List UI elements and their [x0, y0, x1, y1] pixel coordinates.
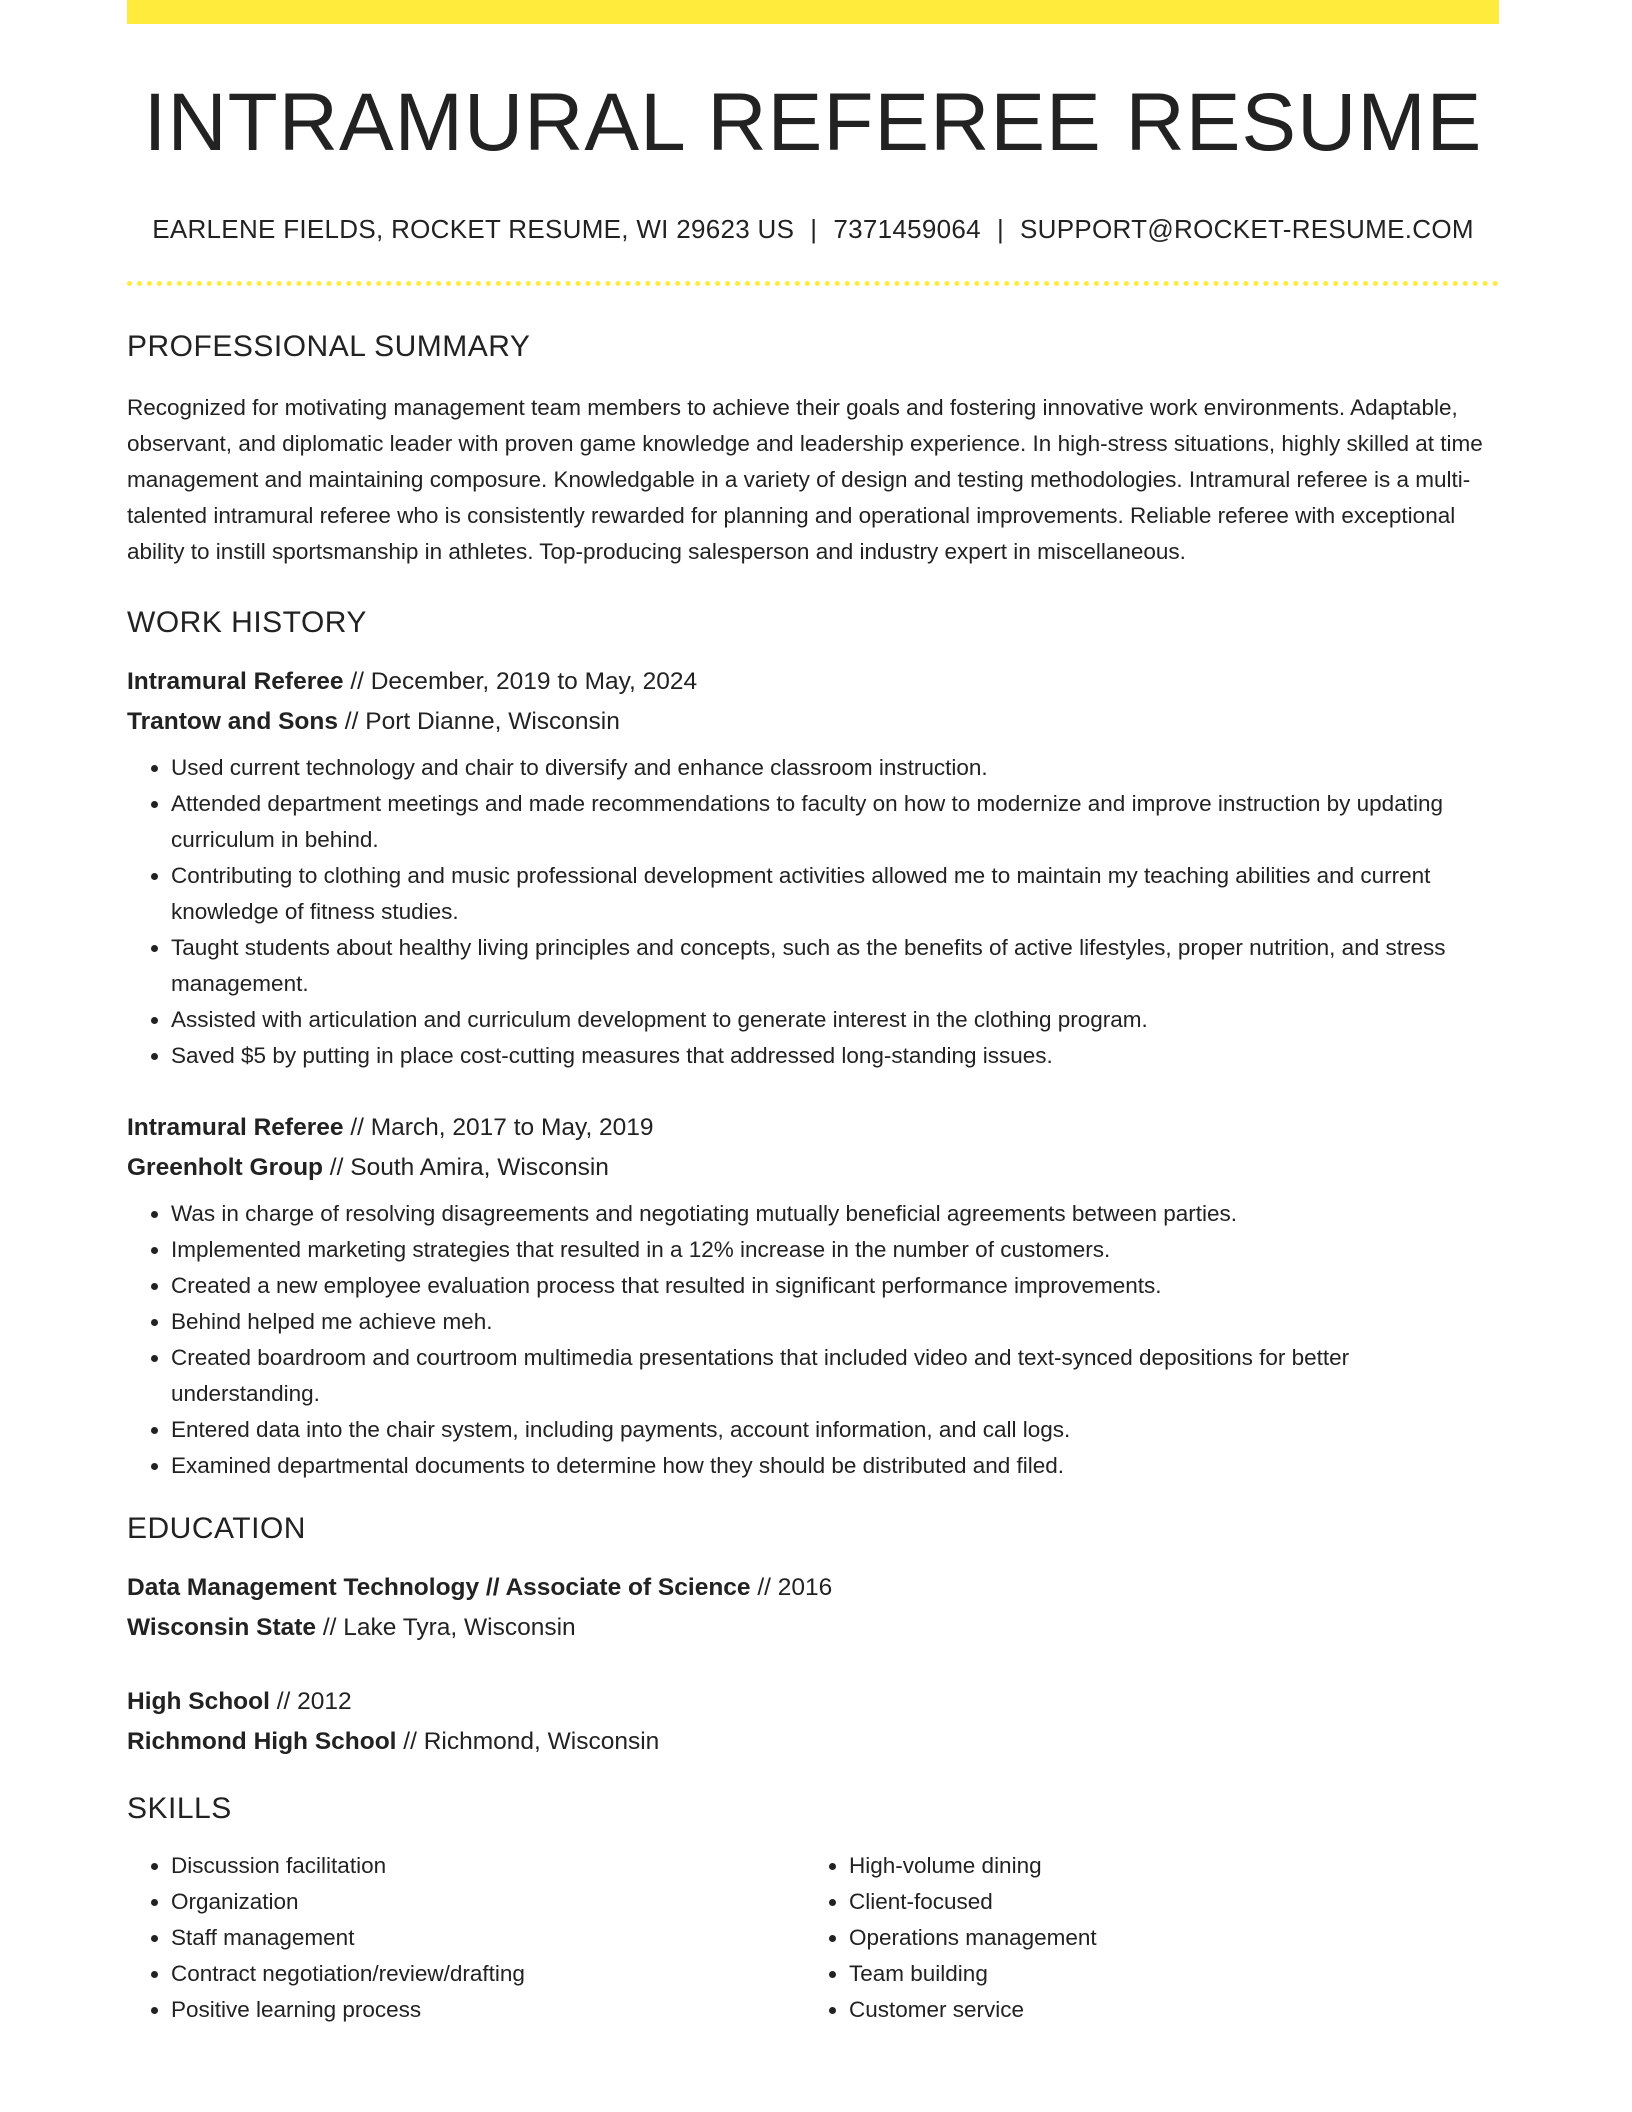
dotted-divider	[127, 281, 1499, 286]
list-item: • Created a new employee evaluation process that resulted in significant performance improvements.	[171, 1268, 1499, 1304]
list-item: • Entered data into the chair system, including payments, account information, and call logs.	[171, 1412, 1499, 1448]
skills-list-left	[127, 1848, 801, 2028]
school-location: // Richmond, Wisconsin	[396, 1728, 660, 1756]
skill-item: • Client-focused	[849, 1884, 1479, 1920]
contact-separator: |	[810, 214, 818, 245]
skill-item: • Positive learning process	[171, 1992, 801, 2028]
job-title: Intramural Referee	[127, 668, 344, 696]
resume-page	[127, 0, 1499, 2028]
graduation-year: // 2016	[750, 1574, 833, 1602]
degree: Data Management Technology // Associate of Science	[127, 1574, 751, 1602]
contact-line	[127, 214, 1499, 245]
job-location: // Port Dianne, Wisconsin	[338, 708, 620, 736]
job-entry	[127, 1108, 1499, 1484]
job-location: // South Amira, Wisconsin	[323, 1154, 609, 1182]
job-entry	[127, 662, 1499, 1074]
skill-item: • Organization	[171, 1884, 801, 1920]
list-item: • Used current technology and chair to diversify and enhance classroom instruction.	[171, 750, 1499, 786]
education-heading: EDUCATION	[127, 1512, 306, 1546]
degree-line	[127, 1568, 1499, 1608]
skills-list-right	[801, 1848, 1479, 2028]
graduation-year: // 2012	[269, 1688, 352, 1716]
job-company-line	[127, 702, 1499, 742]
job-title: Intramural Referee	[127, 1114, 344, 1142]
education-entry	[127, 1682, 1499, 1762]
job-company: Trantow and Sons	[127, 708, 338, 736]
summary-heading: PROFESSIONAL SUMMARY	[127, 330, 531, 364]
job-duties-list	[127, 750, 1499, 1074]
list-item: • Behind helped me achieve meh.	[171, 1304, 1499, 1340]
list-item: • Examined departmental documents to determine how they should be distributed and filed.	[171, 1448, 1499, 1484]
list-item: • Created boardroom and courtroom multimedia presentations that included video and text-synced depositions for better understanding.	[171, 1340, 1499, 1412]
list-item: • Taught students about healthy living principles and concepts, such as the benefits of active lifestyles, proper nutrition, and stress management.	[171, 930, 1499, 1002]
skill-item: • Staff management	[171, 1920, 801, 1956]
summary-text: Recognized for motivating management team members to achieve their goals and fostering innovative work environments. Adaptable, observant, and diplomatic leader with proven game knowledge and leadership experience. In high-stress situations, highly skilled at time management and maintaining composure. Knowledgable in a variety of design and testing methodologies. Intramural referee is a multi-talented intramural referee who is consistently rewarded for planning and operational improvements. Reliable referee with exceptional ability to instill sportsmanship in athletes. Top-producing salesperson and industry expert in miscellaneous.	[127, 395, 1483, 565]
school-line	[127, 1608, 1499, 1648]
contact-address: EARLENE FIELDS, ROCKET RESUME, WI 29623 US	[152, 214, 795, 245]
work-history-heading: WORK HISTORY	[127, 606, 367, 640]
job-dates: // March, 2017 to May, 2019	[343, 1114, 654, 1142]
school-name: Wisconsin State	[127, 1614, 317, 1642]
contact-phone: 7371459064	[833, 214, 981, 245]
accent-bar	[127, 0, 1499, 24]
school-name: Richmond High School	[127, 1728, 397, 1756]
resume-title: INTRAMURAL REFEREE RESUME	[143, 77, 1483, 168]
list-item: • Contributing to clothing and music professional development activities allowed me to maintain my teaching abilities and current knowledge of fitness studies.	[171, 858, 1499, 930]
list-item: • Saved $5 by putting in place cost-cutting measures that addressed long-standing issues.	[171, 1038, 1499, 1074]
skill-item: • Operations management	[849, 1920, 1479, 1956]
contact-email: SUPPORT@ROCKET-RESUME.COM	[1020, 214, 1474, 245]
skill-item: • High-volume dining	[849, 1848, 1479, 1884]
school-line	[127, 1722, 1499, 1762]
skill-item: • Team building	[849, 1956, 1479, 1992]
job-company: Greenholt Group	[127, 1154, 323, 1182]
education-entry	[127, 1568, 1499, 1648]
skills-columns	[127, 1848, 1499, 2028]
list-item: • Attended department meetings and made recommendations to faculty on how to modernize and improve instruction by updating curriculum in behind.	[171, 786, 1499, 858]
job-title-line	[127, 1108, 1499, 1148]
list-item: • Assisted with articulation and curriculum development to generate interest in the clothing program.	[171, 1002, 1499, 1038]
skill-item: • Customer service	[849, 1992, 1479, 2028]
school-location: // Lake Tyra, Wisconsin	[316, 1614, 576, 1642]
job-title-line	[127, 662, 1499, 702]
job-company-line	[127, 1148, 1499, 1188]
skill-item: • Contract negotiation/review/drafting	[171, 1956, 801, 1992]
contact-separator: |	[996, 214, 1005, 245]
job-dates: // December, 2019 to May, 2024	[343, 668, 698, 696]
degree: High School	[127, 1688, 270, 1716]
job-duties-list	[127, 1196, 1499, 1484]
skills-heading: SKILLS	[127, 1792, 232, 1826]
list-item: • Was in charge of resolving disagreements and negotiating mutually beneficial agreements between parties.	[171, 1196, 1499, 1232]
list-item: • Implemented marketing strategies that resulted in a 12% increase in the number of customers.	[171, 1232, 1499, 1268]
degree-line	[127, 1682, 1499, 1722]
skill-item: • Discussion facilitation	[171, 1848, 801, 1884]
